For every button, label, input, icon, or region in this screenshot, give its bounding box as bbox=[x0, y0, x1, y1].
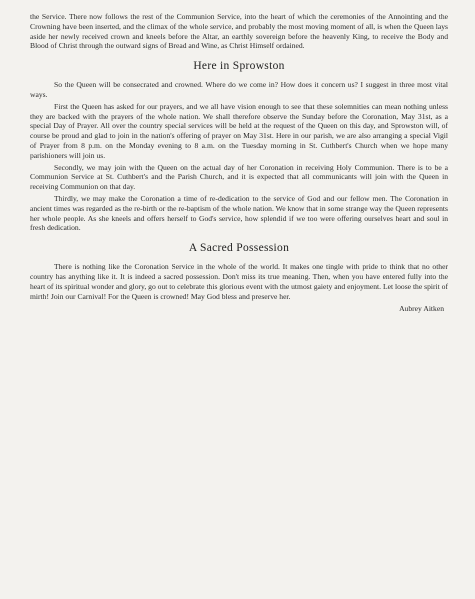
sprowston-paragraph-4: Thirdly, we may make the Coronation a time of re-dedication to the service of God and our fellow men. The Coronation in ancient times was regarded as the re-birth or the re-baptism of the whole nation. We know that in some strange way the Queen represents her whole people. As she kneels and offers herself to God's service, how splendid if we too were offering ourselves heart and soul in fresh dedication. bbox=[30, 193, 448, 233]
intro-paragraph: the Service. There now follows the rest of the Communion Service, into the heart of which the ceremonies of the Annointing and the Crowning have been inserted, and the climax of the whole service, and probably the most moving moment of all, is when the Queen lays aside her newly received crown and kneels before the Altar, an earthly sovereign before the heavenly King, to receive the Body and Blood of Christ through the outward signs of Bread and Wine, as Christ Himself ordained. bbox=[30, 12, 448, 51]
section-heading-sprowston: Here in Sprowston bbox=[193, 60, 285, 73]
sacred-possession-paragraph: There is nothing like the Coronation Service in the whole of the world. It makes one tingle with pride to think that no other country has anything like it. It is indeed a sacred possession. Don't miss its true meaning. Then, when you have entered fully into the heart of its spiritual wonder and glory, go out to celebrate this glorious event with the utmost gaiety and enjoyment. Let loose the spirit of mirth! Join our Carnival! For the Queen is crowned! May God bless and preserve her. bbox=[30, 262, 448, 301]
sprowston-paragraph-2: First the Queen has asked for our prayers, and we all have vision enough to see that these solemnities can mean nothing unless they are backed with the prayers of the whole nation. We shall therefore observe the Sunday before the Coronation, May 31st, as a special Day of Prayer. All over the country special services will be held at the request of the Queen on this day, and Sprowston will, of course be proud and glad to join in the nation's offering of prayer on May 31st. Here in our parish, we are also arranging a special Vigil of Prayer from 8 p.m. on the Monday evening to 8 a.m. on the Tuesday morning in St. Cuthbert's Church when we hope many parishioners will join us. bbox=[30, 101, 448, 160]
author-signature: Aubrey Aitken bbox=[399, 304, 444, 314]
section-heading-sacred-possession: A Sacred Possession bbox=[188, 242, 290, 255]
sprowston-paragraph-3: Secondly, we may join with the Queen on the actual day of her Coronation in receiving Holy Communion. There is to be a Communion Service at St. Cuthbert's and the Parish Church, and it is expected that all communicants will join with the Queen in receiving Communion on that day. bbox=[30, 162, 448, 192]
sprowston-paragraph-1: So the Queen will be consecrated and crowned. Where do we come in? How does it concern us? I suggest in three most vital ways. bbox=[30, 80, 448, 99]
article-column bbox=[30, 12, 448, 314]
